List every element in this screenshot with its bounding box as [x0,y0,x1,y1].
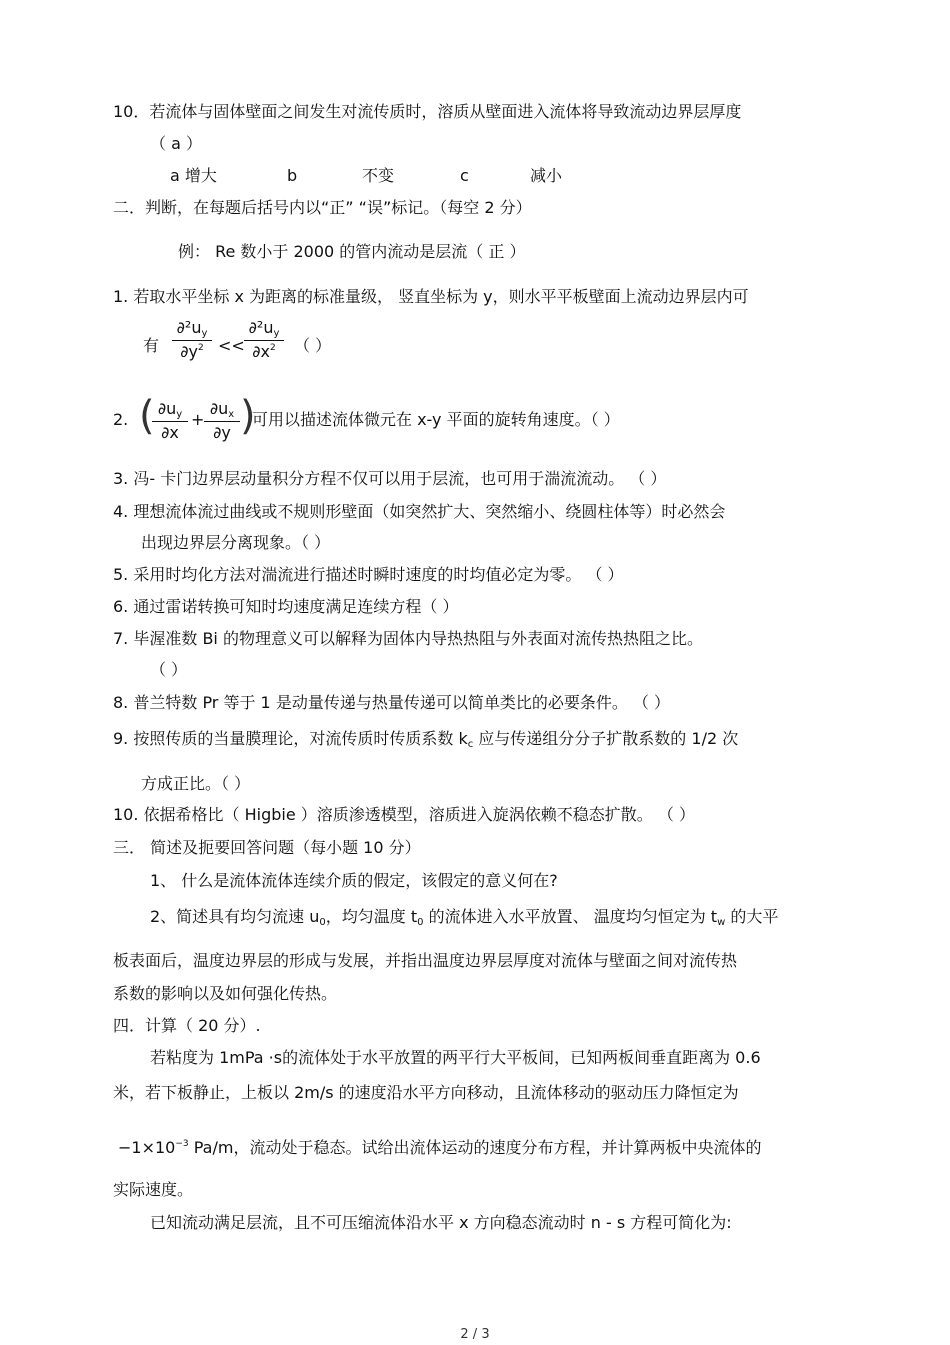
tf-item-7-line-2: （ ） [150,660,188,679]
tf-item-10: 10. 依据希格比（ Higbie ）溶质渗透模型，溶质进入旋涡依赖不稳态扩散。 （ ） [113,805,695,824]
short-answer-2-line-2: 板表面后，温度边界层的形成与发展，并指出温度边界层厚度对流体与壁面之间对流传热 [113,951,738,970]
tf-item-1-prefix: 有 [143,336,160,355]
calc-problem-line-4: 实际速度。 [113,1180,194,1199]
plus-operator: + [191,410,205,429]
tf-item-6: 6. 通过雷诺转换可知时均速度满足连续方程（ ） [113,597,459,616]
left-paren-glyph: ( [139,393,155,439]
tf-item-2-number: 2. [113,410,129,429]
page-number: 2 / 3 [460,1327,490,1342]
fraction-duy-dx: $\partial u_y$ ∂x [152,399,188,442]
tf-item-8: 8. 普兰特数 Pr 等于 1 是动量传递与热量传递可以简单类比的必要条件。 （ ） [113,693,670,712]
section-4-heading: 四．计算（ 20 分）. [113,1016,261,1035]
tf-item-7-line-1: 7. 毕渥准数 Bi 的物理意义可以解释为固体内导热热阻与外表面对流传热热阻之比。 [113,629,703,648]
section-3-heading: 三． 简述及扼要回答问题（每小题 10 分） [113,838,421,857]
much-less-than-operator: << [218,336,245,355]
right-paren-glyph: ) [240,393,256,439]
calc-problem-line-2: 米，若下板静止，上板以 2m/s 的速度沿水平方向移动，且流体移动的驱动压力降恒定为 [113,1083,739,1102]
calc-problem-line-3: $-1\times 10^{-3}$ Pa/m，流动处于稳态。试给出流体运动的速度分布方程，并计算两板中央流体的 [118,1138,762,1157]
tf-item-9-line-2: 方成正比。（ ） [141,774,251,793]
question-10-text: 10．若流体与固体壁面之间发生对流传质时，溶质从壁面进入流体将导致流动边界层厚度 [113,102,742,121]
tf-item-5: 5. 采用时均化方法对湍流进行描述时瞬时速度的时均值必定为零。 （ ） [113,565,624,584]
section-2-heading: 二．判断，在每题后括号内以“正” “误”标记。（每空 2 分） [113,198,532,217]
tf-item-1-text: 1. 若取水平坐标 x 为距离的标准量级， 竖直坐标为 y，则水平平板壁面上流动边界层内可 [113,287,749,306]
short-answer-2-line-1: 2、简述具有均匀流速 $u_0$，均匀温度 $t_0$ 的流体进入水平放置、 温度均匀恒定为 $t_w$ 的大平 [150,907,779,928]
option-c-text: 减小 [530,166,563,185]
tf-item-4-line-2: 出现边界层分离现象。（ ） [141,533,331,552]
fraction-dux-dy: $\partial u_x$ ∂y [204,399,240,442]
tf-item-2-text: 可用以描述流体微元在 x-y 平面的旋转角速度。（ ） [252,410,620,429]
tf-item-3: 3. 冯- 卡门边界层动量积分方程不仅可以用于层流，也可用于湍流流动。 （ ） [113,469,667,488]
calc-problem-line-1: 若粘度为 1mPa ·s的流体处于水平放置的两平行大平板间，已知两板间垂直距离为 0.6 [150,1048,761,1067]
short-answer-2-line-3: 系数的影响以及如何强化传热。 [113,984,338,1003]
option-b-text: 不变 [362,166,395,185]
fraction-d2uy-dy2: $\partial^2u_y$ $\partial y^2$ [172,318,212,361]
question-10-answer-blank: （ a ） [150,134,202,153]
section-2-example: 例： Re 数小于 2000 的管内流动是层流（ 正 ） [178,242,526,261]
option-c-label: c [460,166,469,185]
tf-item-4-line-1: 4. 理想流体流过曲线或不规则形壁面（如突然扩大、突然缩小、绕圆柱体等）时必然会 [113,502,726,521]
tf-item-1-blank: （ ） [294,336,332,355]
tf-item-9-line-1: 9. 按照传质的当量膜理论，对流传质时传质系数 $k_c$ 应与传递组分分子扩散系数的 1/2 次 [113,729,739,750]
short-answer-1: 1、 什么是流体流体连续介质的假定，该假定的意义何在? [150,871,558,890]
calc-problem-given: 已知流动满足层流，且不可压缩流体沿水平 x 方向稳态流动时 n - s 方程可简化为: [150,1213,732,1232]
option-b-label: b [287,166,298,185]
option-a: a 增大 [170,166,217,185]
fraction-d2uy-dx2: $\partial^2u_y$ $\partial x^2$ [244,318,284,361]
